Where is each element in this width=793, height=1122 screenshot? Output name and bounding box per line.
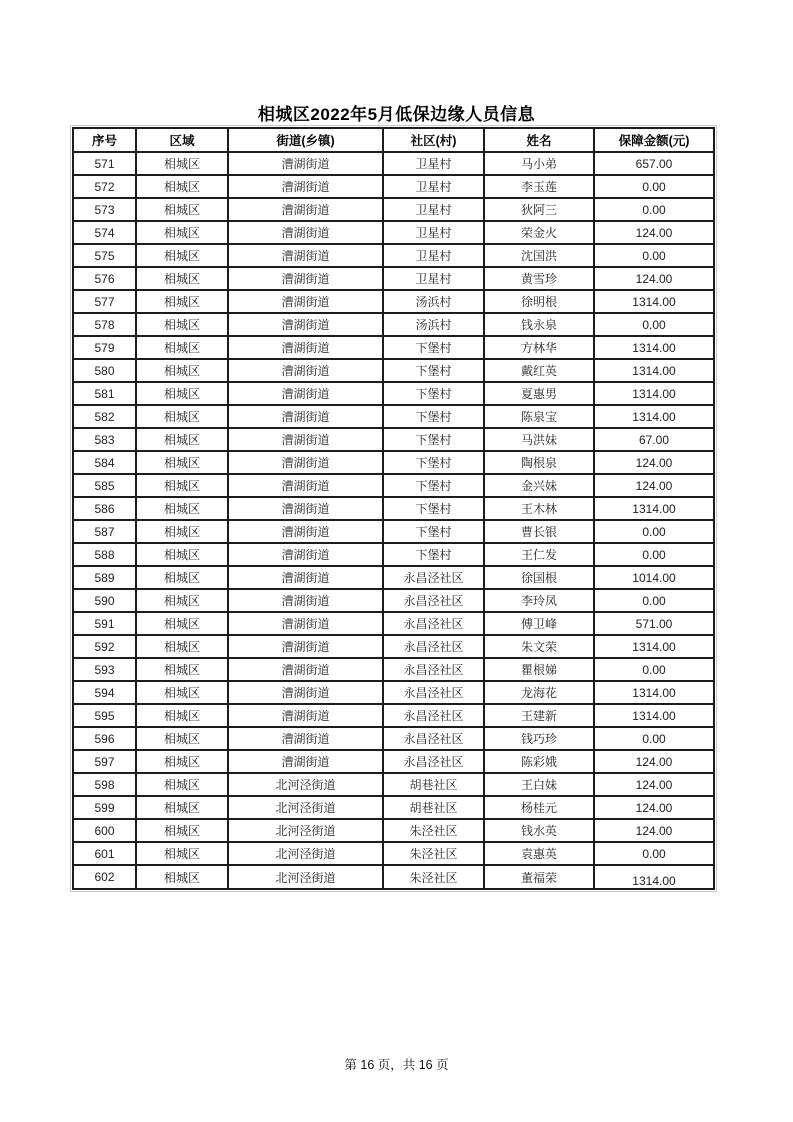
table-cell: 1314.00 xyxy=(594,865,714,889)
table-cell: 124.00 xyxy=(594,474,714,497)
table-cell: 600 xyxy=(73,819,136,842)
table-row xyxy=(73,198,714,221)
table-cell: 李玉莲 xyxy=(484,175,594,198)
table-cell: 下堡村 xyxy=(383,474,484,497)
table-row xyxy=(73,589,714,612)
table-cell: 相城区 xyxy=(136,520,228,543)
table-cell: 595 xyxy=(73,704,136,727)
table-cell: 漕湖街道 xyxy=(228,520,383,543)
table-cell: 相城区 xyxy=(136,198,228,221)
table-row xyxy=(73,152,714,175)
table-cell: 漕湖街道 xyxy=(228,543,383,566)
table-cell: 1314.00 xyxy=(594,635,714,658)
table-cell: 钱水英 xyxy=(484,819,594,842)
table-body xyxy=(73,152,714,889)
table-header-row xyxy=(73,128,714,152)
table-cell: 相城区 xyxy=(136,543,228,566)
table-row xyxy=(73,405,714,428)
table-cell: 相城区 xyxy=(136,474,228,497)
table-header-cell: 姓名 xyxy=(484,128,594,152)
table-cell: 陶根泉 xyxy=(484,451,594,474)
table-cell: 1314.00 xyxy=(594,681,714,704)
table-cell: 相城区 xyxy=(136,382,228,405)
table-cell: 124.00 xyxy=(594,773,714,796)
table-cell: 漕湖街道 xyxy=(228,221,383,244)
table-cell: 相城区 xyxy=(136,152,228,175)
table-cell: 戴红英 xyxy=(484,359,594,382)
table-cell: 马小弟 xyxy=(484,152,594,175)
table-cell: 北河泾街道 xyxy=(228,842,383,865)
table-row xyxy=(73,474,714,497)
table-row xyxy=(73,704,714,727)
table-cell: 124.00 xyxy=(594,796,714,819)
table-cell: 相城区 xyxy=(136,451,228,474)
table-cell: 漕湖街道 xyxy=(228,244,383,267)
table-cell: 永昌泾社区 xyxy=(383,589,484,612)
table-cell: 下堡村 xyxy=(383,497,484,520)
table-cell: 相城区 xyxy=(136,727,228,750)
table-header-cell: 区域 xyxy=(136,128,228,152)
table-cell: 北河泾街道 xyxy=(228,865,383,889)
table-cell: 相城区 xyxy=(136,497,228,520)
page-title: 相城区2022年5月低保边缘人员信息 xyxy=(257,105,536,124)
table-cell: 沈国洪 xyxy=(484,244,594,267)
table-cell: 576 xyxy=(73,267,136,290)
table-cell: 王仁发 xyxy=(484,543,594,566)
table-cell: 0.00 xyxy=(594,313,714,336)
table-row xyxy=(73,543,714,566)
table-cell: 李玲凤 xyxy=(484,589,594,612)
table-cell: 漕湖街道 xyxy=(228,198,383,221)
table-cell: 漕湖街道 xyxy=(228,612,383,635)
table-cell: 朱泾社区 xyxy=(383,842,484,865)
table-cell: 574 xyxy=(73,221,136,244)
table-cell: 586 xyxy=(73,497,136,520)
table-cell: 582 xyxy=(73,405,136,428)
table-cell: 相城区 xyxy=(136,244,228,267)
table-cell: 0.00 xyxy=(594,543,714,566)
table-cell: 相城区 xyxy=(136,589,228,612)
table-cell: 夏惠男 xyxy=(484,382,594,405)
table-cell: 相城区 xyxy=(136,842,228,865)
table-cell: 漕湖街道 xyxy=(228,704,383,727)
table-cell: 徐国根 xyxy=(484,566,594,589)
table-row xyxy=(73,244,714,267)
table-cell: 卫星村 xyxy=(383,267,484,290)
table-cell: 0.00 xyxy=(594,198,714,221)
table-cell: 相城区 xyxy=(136,704,228,727)
table-cell: 相城区 xyxy=(136,175,228,198)
table-cell: 0.00 xyxy=(594,175,714,198)
table-cell: 金兴妹 xyxy=(484,474,594,497)
table-cell: 下堡村 xyxy=(383,336,484,359)
table-row xyxy=(73,221,714,244)
table-cell: 583 xyxy=(73,428,136,451)
table-cell: 漕湖街道 xyxy=(228,727,383,750)
table-cell: 下堡村 xyxy=(383,428,484,451)
table-cell: 579 xyxy=(73,336,136,359)
table-cell: 相城区 xyxy=(136,336,228,359)
table-cell: 永昌泾社区 xyxy=(383,681,484,704)
table-cell: 1314.00 xyxy=(594,336,714,359)
table-cell: 相城区 xyxy=(136,290,228,313)
table-cell: 朱泾社区 xyxy=(383,865,484,889)
table-cell: 相城区 xyxy=(136,865,228,889)
table-cell: 龙海花 xyxy=(484,681,594,704)
table-row xyxy=(73,566,714,589)
table-cell: 571.00 xyxy=(594,612,714,635)
table-header-cell: 保障金额(元) xyxy=(594,128,714,152)
table-cell: 汤浜村 xyxy=(383,313,484,336)
table-cell: 漕湖街道 xyxy=(228,405,383,428)
table-cell: 永昌泾社区 xyxy=(383,704,484,727)
table-cell: 漕湖街道 xyxy=(228,451,383,474)
table-row xyxy=(73,612,714,635)
table-cell: 602 xyxy=(73,865,136,889)
table-cell: 593 xyxy=(73,658,136,681)
table-cell: 漕湖街道 xyxy=(228,359,383,382)
table-cell: 漕湖街道 xyxy=(228,681,383,704)
table-cell: 601 xyxy=(73,842,136,865)
table-cell: 1314.00 xyxy=(594,359,714,382)
table-row xyxy=(73,497,714,520)
table-cell: 狄阿三 xyxy=(484,198,594,221)
table-cell: 漕湖街道 xyxy=(228,428,383,451)
table-cell: 相城区 xyxy=(136,221,228,244)
table-cell: 597 xyxy=(73,750,136,773)
table-cell: 钱永泉 xyxy=(484,313,594,336)
table-cell: 漕湖街道 xyxy=(228,313,383,336)
table-cell: 北河泾街道 xyxy=(228,773,383,796)
table-cell: 徐明根 xyxy=(484,290,594,313)
table-row xyxy=(73,313,714,336)
table-cell: 漕湖街道 xyxy=(228,566,383,589)
table-cell: 592 xyxy=(73,635,136,658)
table-cell: 永昌泾社区 xyxy=(383,750,484,773)
table-cell: 卫星村 xyxy=(383,244,484,267)
table-cell: 卫星村 xyxy=(383,221,484,244)
table-cell: 相城区 xyxy=(136,267,228,290)
table-header-cell: 序号 xyxy=(73,128,136,152)
table-cell: 漕湖街道 xyxy=(228,635,383,658)
table-header-cell: 街道(乡镇) xyxy=(228,128,383,152)
table-cell: 1314.00 xyxy=(594,405,714,428)
table-cell: 汤浜村 xyxy=(383,290,484,313)
table-cell: 朱泾社区 xyxy=(383,819,484,842)
table-row xyxy=(73,750,714,773)
table-cell: 587 xyxy=(73,520,136,543)
table-cell: 漕湖街道 xyxy=(228,175,383,198)
table-head xyxy=(73,128,714,152)
table-cell: 1314.00 xyxy=(594,290,714,313)
table-cell: 0.00 xyxy=(594,244,714,267)
table-cell: 漕湖街道 xyxy=(228,290,383,313)
table-cell: 581 xyxy=(73,382,136,405)
table-row xyxy=(73,359,714,382)
table-row xyxy=(73,635,714,658)
table-row xyxy=(73,796,714,819)
table-cell: 591 xyxy=(73,612,136,635)
table-cell: 573 xyxy=(73,198,136,221)
table-cell: 北河泾街道 xyxy=(228,819,383,842)
table-cell: 0.00 xyxy=(594,842,714,865)
table-row xyxy=(73,681,714,704)
table-cell: 荣金火 xyxy=(484,221,594,244)
table-row xyxy=(73,290,714,313)
table-row xyxy=(73,336,714,359)
table-cell: 124.00 xyxy=(594,267,714,290)
table-cell: 王建新 xyxy=(484,704,594,727)
table-cell: 瞿根娣 xyxy=(484,658,594,681)
table-cell: 方林华 xyxy=(484,336,594,359)
table-cell: 相城区 xyxy=(136,681,228,704)
table-cell: 相城区 xyxy=(136,773,228,796)
table-cell: 571 xyxy=(73,152,136,175)
table-cell: 577 xyxy=(73,290,136,313)
table-cell: 傅卫峰 xyxy=(484,612,594,635)
table-cell: 578 xyxy=(73,313,136,336)
table-cell: 黄雪珍 xyxy=(484,267,594,290)
table-cell: 1314.00 xyxy=(594,382,714,405)
table-cell: 陈泉宝 xyxy=(484,405,594,428)
table-cell: 575 xyxy=(73,244,136,267)
table-cell: 漕湖街道 xyxy=(228,750,383,773)
table-row xyxy=(73,451,714,474)
table-cell: 590 xyxy=(73,589,136,612)
table-cell: 相城区 xyxy=(136,796,228,819)
table-cell: 相城区 xyxy=(136,658,228,681)
table-cell: 598 xyxy=(73,773,136,796)
table-cell: 相城区 xyxy=(136,612,228,635)
table-cell: 王木林 xyxy=(484,497,594,520)
table-row xyxy=(73,819,714,842)
table-cell: 漕湖街道 xyxy=(228,336,383,359)
table-cell: 相城区 xyxy=(136,819,228,842)
table-cell: 相城区 xyxy=(136,313,228,336)
table-cell: 124.00 xyxy=(594,819,714,842)
table-cell: 漕湖街道 xyxy=(228,382,383,405)
table-cell: 1314.00 xyxy=(594,497,714,520)
table-cell: 0.00 xyxy=(594,658,714,681)
page-number: 第 16 页，共 16 页 xyxy=(344,1058,449,1072)
table-cell: 漕湖街道 xyxy=(228,658,383,681)
table-cell: 594 xyxy=(73,681,136,704)
table-cell: 124.00 xyxy=(594,750,714,773)
table-cell: 657.00 xyxy=(594,152,714,175)
benefits-table xyxy=(72,127,715,890)
table-row xyxy=(73,382,714,405)
table-cell: 马洪妹 xyxy=(484,428,594,451)
table-row xyxy=(73,428,714,451)
table-row xyxy=(73,520,714,543)
table-cell: 下堡村 xyxy=(383,520,484,543)
table-cell: 596 xyxy=(73,727,136,750)
table-cell: 漕湖街道 xyxy=(228,497,383,520)
table-cell: 584 xyxy=(73,451,136,474)
table-cell: 永昌泾社区 xyxy=(383,727,484,750)
table-cell: 相城区 xyxy=(136,359,228,382)
table-cell: 589 xyxy=(73,566,136,589)
table-cell: 杨桂元 xyxy=(484,796,594,819)
table-cell: 下堡村 xyxy=(383,359,484,382)
table-cell: 相城区 xyxy=(136,405,228,428)
table-cell: 585 xyxy=(73,474,136,497)
table-row xyxy=(73,773,714,796)
table-cell: 588 xyxy=(73,543,136,566)
table-cell: 下堡村 xyxy=(383,382,484,405)
table-row xyxy=(73,267,714,290)
table-cell: 572 xyxy=(73,175,136,198)
table-cell: 漕湖街道 xyxy=(228,474,383,497)
table-cell: 漕湖街道 xyxy=(228,589,383,612)
table-cell: 124.00 xyxy=(594,221,714,244)
table-cell: 永昌泾社区 xyxy=(383,635,484,658)
table-cell: 永昌泾社区 xyxy=(383,566,484,589)
table-row xyxy=(73,865,714,889)
table-cell: 北河泾街道 xyxy=(228,796,383,819)
table-cell: 卫星村 xyxy=(383,175,484,198)
table-cell: 下堡村 xyxy=(383,405,484,428)
table-row xyxy=(73,658,714,681)
table-cell: 永昌泾社区 xyxy=(383,658,484,681)
table-row xyxy=(73,175,714,198)
table-cell: 卫星村 xyxy=(383,152,484,175)
table-cell: 相城区 xyxy=(136,566,228,589)
table-cell: 董福荣 xyxy=(484,865,594,889)
table-cell: 1014.00 xyxy=(594,566,714,589)
table-header-cell: 社区(村) xyxy=(383,128,484,152)
table-cell: 漕湖街道 xyxy=(228,152,383,175)
table-cell: 朱文荣 xyxy=(484,635,594,658)
table-cell: 胡巷社区 xyxy=(383,773,484,796)
table-cell: 下堡村 xyxy=(383,543,484,566)
table-cell: 袁惠英 xyxy=(484,842,594,865)
table-cell: 曹长银 xyxy=(484,520,594,543)
table-cell: 相城区 xyxy=(136,428,228,451)
table-cell: 漕湖街道 xyxy=(228,267,383,290)
table-cell: 卫星村 xyxy=(383,198,484,221)
table-row xyxy=(73,842,714,865)
table-cell: 相城区 xyxy=(136,635,228,658)
table-cell: 相城区 xyxy=(136,750,228,773)
table-row xyxy=(73,727,714,750)
table-cell: 0.00 xyxy=(594,727,714,750)
table-cell: 钱巧珍 xyxy=(484,727,594,750)
table-cell: 陈彩娥 xyxy=(484,750,594,773)
table-cell: 0.00 xyxy=(594,520,714,543)
table-cell: 124.00 xyxy=(594,451,714,474)
table-cell: 1314.00 xyxy=(594,704,714,727)
table-cell: 0.00 xyxy=(594,589,714,612)
table-cell: 599 xyxy=(73,796,136,819)
table-cell: 永昌泾社区 xyxy=(383,612,484,635)
table-cell: 下堡村 xyxy=(383,451,484,474)
table-cell: 580 xyxy=(73,359,136,382)
table-cell: 王白妹 xyxy=(484,773,594,796)
table-cell: 胡巷社区 xyxy=(383,796,484,819)
table-cell: 67.00 xyxy=(594,428,714,451)
